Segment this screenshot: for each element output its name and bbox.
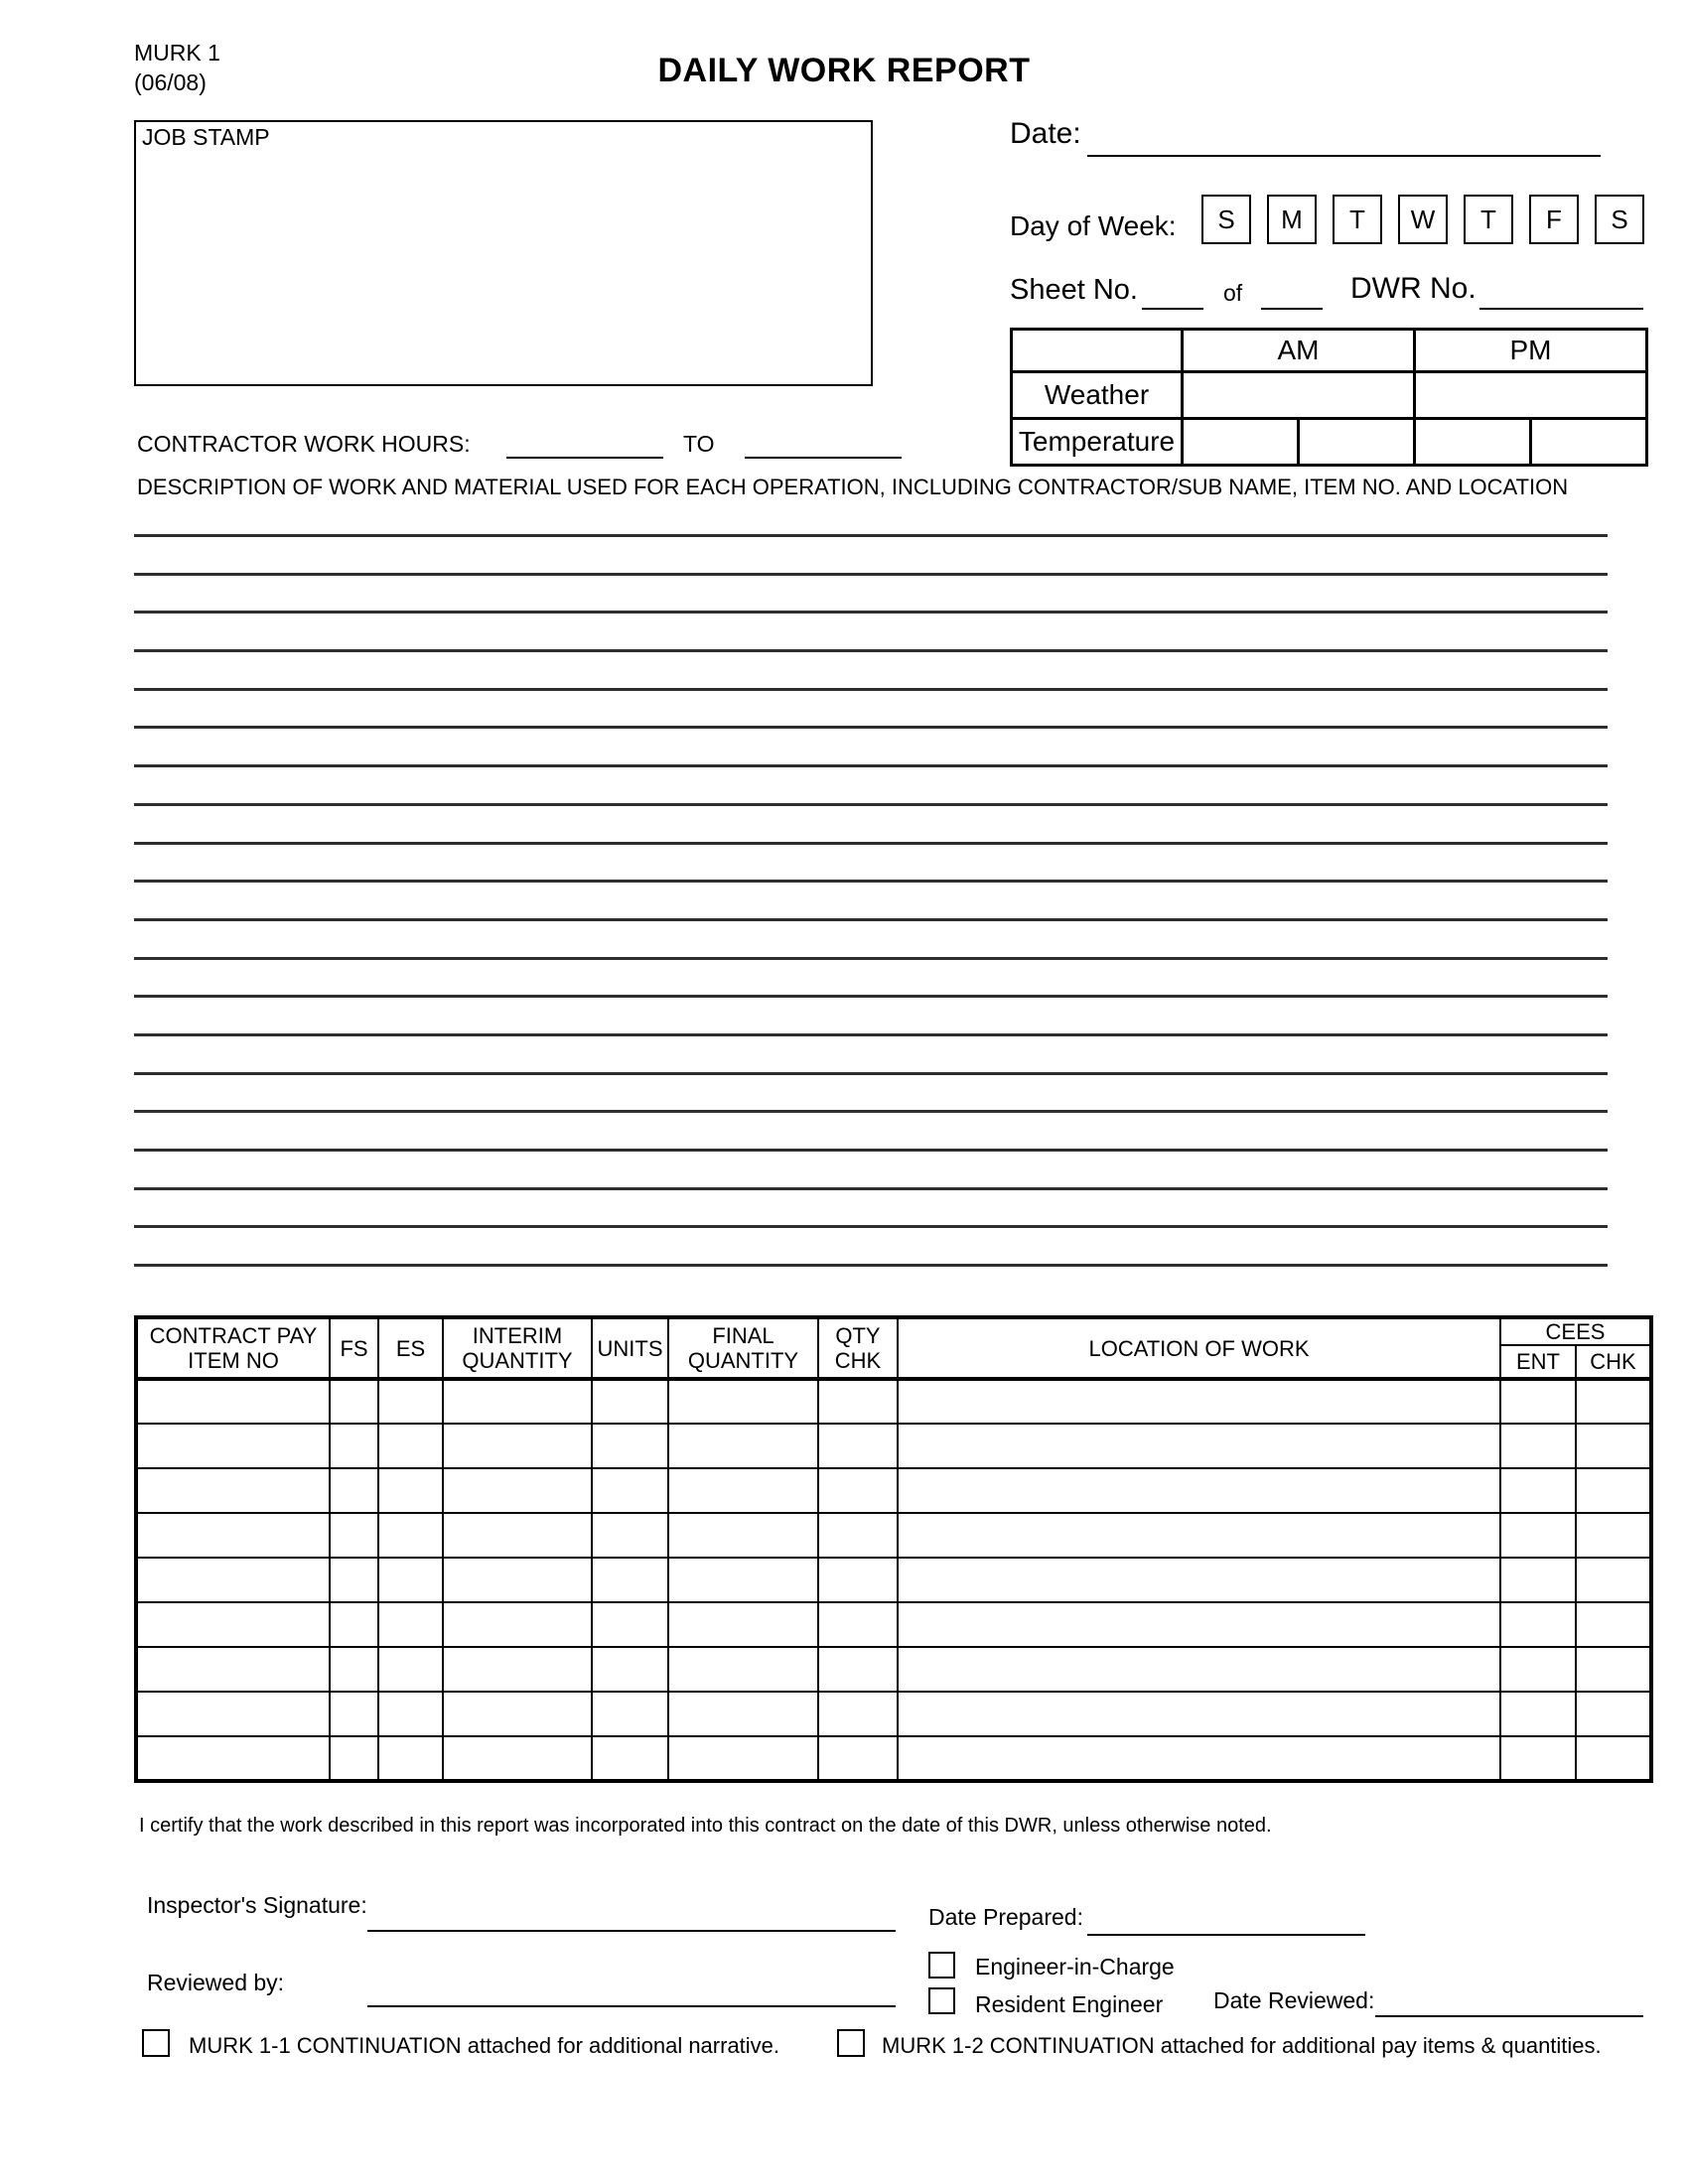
es-cell[interactable] <box>378 1736 443 1781</box>
cees-chk-cell[interactable] <box>1576 1736 1651 1781</box>
pay-item-row <box>136 1379 1651 1424</box>
work-hours-from-line[interactable] <box>506 457 663 459</box>
description-line[interactable] <box>134 1072 1608 1111</box>
form-number: MURK 1 <box>134 40 220 66</box>
date-field-line[interactable] <box>1087 155 1601 157</box>
sheet-of-label: of <box>1223 280 1243 306</box>
inspector-signature-line[interactable] <box>367 1930 896 1932</box>
cees-chk-cell[interactable] <box>1576 1692 1651 1736</box>
pay-item-row <box>136 1513 1651 1558</box>
reviewed-by-label: Reviewed by: <box>147 1970 285 1995</box>
final-quantity-cell[interactable] <box>668 1602 818 1647</box>
temperature-pm-cell-1[interactable] <box>1415 419 1531 466</box>
fs-cell[interactable] <box>330 1692 378 1736</box>
murk-1-1-continuation-label: MURK 1-1 CONTINUATION attached for additional narrative. <box>189 2033 780 2058</box>
location-of-work-cell[interactable] <box>898 1736 1500 1781</box>
pay-item-row <box>136 1602 1651 1647</box>
cees-ent-cell[interactable] <box>1500 1692 1576 1736</box>
es-cell[interactable] <box>378 1513 443 1558</box>
cees-ent-cell[interactable] <box>1500 1602 1576 1647</box>
pay-item-no-cell[interactable] <box>136 1736 330 1781</box>
col-header-final-quantity: FINAL QUANTITY <box>668 1317 818 1379</box>
pay-item-no-cell[interactable] <box>136 1558 330 1602</box>
cees-chk-cell[interactable] <box>1576 1558 1651 1602</box>
cees-chk-cell[interactable] <box>1576 1379 1651 1424</box>
sheet-total-field-line[interactable] <box>1261 308 1323 310</box>
es-cell[interactable] <box>378 1692 443 1736</box>
date-prepared-line[interactable] <box>1087 1934 1365 1936</box>
pay-item-no-cell[interactable] <box>136 1647 330 1692</box>
day-checkbox[interactable]: T <box>1464 195 1513 244</box>
pay-item-row <box>136 1647 1651 1692</box>
interim-quantity-cell[interactable] <box>443 1736 592 1781</box>
murk-1-1-continuation-checkbox[interactable] <box>142 2029 170 2057</box>
pay-item-row <box>136 1558 1651 1602</box>
date-reviewed-line[interactable] <box>1375 2015 1643 2017</box>
interim-quantity-cell[interactable] <box>443 1513 592 1558</box>
weather-am-cell[interactable] <box>1183 372 1415 419</box>
cees-ent-cell[interactable] <box>1500 1736 1576 1781</box>
resident-engineer-checkbox[interactable] <box>928 1987 955 2014</box>
weather-pm-cell[interactable] <box>1415 372 1647 419</box>
qty-chk-cell[interactable] <box>818 1736 898 1781</box>
units-cell[interactable] <box>592 1692 668 1736</box>
col-header-interim-quantity: INTERIM QUANTITY <box>443 1317 592 1379</box>
description-line[interactable] <box>134 1110 1608 1149</box>
units-cell[interactable] <box>592 1647 668 1692</box>
description-line[interactable] <box>134 611 1608 649</box>
description-line[interactable] <box>134 918 1608 957</box>
form-revision: (06/08) <box>134 69 207 95</box>
description-line[interactable] <box>134 1264 1608 1302</box>
cees-ent-cell[interactable] <box>1500 1513 1576 1558</box>
es-cell[interactable] <box>378 1424 443 1468</box>
pay-items-table <box>134 1315 1653 1783</box>
qty-chk-cell[interactable] <box>818 1379 898 1424</box>
description-writing-lines <box>134 534 1608 1302</box>
fs-cell[interactable] <box>330 1379 378 1424</box>
cees-ent-cell[interactable] <box>1500 1424 1576 1468</box>
final-quantity-cell[interactable] <box>668 1379 818 1424</box>
cees-chk-cell[interactable] <box>1576 1468 1651 1513</box>
description-line[interactable] <box>134 1033 1608 1072</box>
units-cell[interactable] <box>592 1602 668 1647</box>
day-of-week-boxes <box>1201 195 1644 244</box>
location-of-work-cell[interactable] <box>898 1558 1500 1602</box>
cees-chk-cell[interactable] <box>1576 1602 1651 1647</box>
interim-quantity-cell[interactable] <box>443 1468 592 1513</box>
pay-item-no-cell[interactable] <box>136 1602 330 1647</box>
sheet-no-label: Sheet No. <box>1010 274 1138 306</box>
job-stamp-box[interactable] <box>134 120 873 386</box>
final-quantity-cell[interactable] <box>668 1692 818 1736</box>
pay-item-no-cell[interactable] <box>136 1424 330 1468</box>
final-quantity-cell[interactable] <box>668 1736 818 1781</box>
description-line[interactable] <box>134 688 1608 727</box>
col-header-fs: FS <box>330 1317 378 1379</box>
day-checkbox[interactable]: W <box>1398 195 1448 244</box>
final-quantity-cell[interactable] <box>668 1647 818 1692</box>
am-column-header: AM <box>1183 330 1415 372</box>
work-hours-to-label: TO <box>683 431 715 457</box>
location-of-work-cell[interactable] <box>898 1379 1500 1424</box>
units-cell[interactable] <box>592 1513 668 1558</box>
murk-1-2-continuation-checkbox[interactable] <box>837 2029 865 2057</box>
fs-cell[interactable] <box>330 1513 378 1558</box>
col-header-cees-chk: CHK <box>1576 1345 1651 1379</box>
final-quantity-cell[interactable] <box>668 1424 818 1468</box>
location-of-work-cell[interactable] <box>898 1692 1500 1736</box>
description-line[interactable] <box>134 957 1608 996</box>
final-quantity-cell[interactable] <box>668 1558 818 1602</box>
pay-item-row <box>136 1424 1651 1468</box>
cees-ent-cell[interactable] <box>1500 1647 1576 1692</box>
es-cell[interactable] <box>378 1647 443 1692</box>
murk-1-2-continuation-label: MURK 1-2 CONTINUATION attached for additional pay items & quantities. <box>882 2033 1602 2058</box>
description-line[interactable] <box>134 995 1608 1033</box>
date-reviewed-label: Date Reviewed: <box>1213 1987 1375 2013</box>
pay-item-row <box>136 1692 1651 1736</box>
pay-item-no-cell[interactable] <box>136 1513 330 1558</box>
es-cell[interactable] <box>378 1468 443 1513</box>
col-header-location-of-work: LOCATION OF WORK <box>898 1317 1500 1379</box>
day-of-week-label: Day of Week: <box>1010 210 1177 241</box>
day-checkbox[interactable]: M <box>1267 195 1317 244</box>
description-line[interactable] <box>134 803 1608 842</box>
weather-row-label: Weather <box>1012 372 1183 419</box>
date-prepared-label: Date Prepared: <box>928 1904 1083 1930</box>
description-line[interactable] <box>134 534 1608 573</box>
interim-quantity-cell[interactable] <box>443 1379 592 1424</box>
col-header-qty-chk: QTY CHK <box>818 1317 898 1379</box>
weather-temperature-table <box>1010 328 1648 467</box>
engineer-in-charge-label: Engineer-in-Charge <box>975 1954 1175 1979</box>
col-header-contract-pay-item-no: CONTRACT PAY ITEM NO <box>136 1317 330 1379</box>
fs-cell[interactable] <box>330 1736 378 1781</box>
temperature-row-label: Temperature <box>1012 419 1183 466</box>
description-line[interactable] <box>134 764 1608 803</box>
day-checkbox[interactable]: T <box>1333 195 1382 244</box>
qty-chk-cell[interactable] <box>818 1692 898 1736</box>
col-header-units: UNITS <box>592 1317 668 1379</box>
fs-cell[interactable] <box>330 1647 378 1692</box>
col-header-cees-ent: ENT <box>1500 1345 1576 1379</box>
es-cell[interactable] <box>378 1379 443 1424</box>
cees-chk-cell[interactable] <box>1576 1647 1651 1692</box>
col-header-es: ES <box>378 1317 443 1379</box>
description-line[interactable] <box>134 726 1608 764</box>
fs-cell[interactable] <box>330 1468 378 1513</box>
location-of-work-cell[interactable] <box>898 1468 1500 1513</box>
cees-ent-cell[interactable] <box>1500 1379 1576 1424</box>
pay-item-row <box>136 1736 1651 1781</box>
job-stamp-label: JOB STAMP <box>142 124 270 150</box>
dwr-no-label: DWR No. <box>1350 272 1477 305</box>
description-line[interactable] <box>134 1187 1608 1226</box>
certification-statement: I certify that the work described in this report was incorporated into this contract on the date of this DWR, unless otherwise noted. <box>139 1815 1272 1837</box>
fs-cell[interactable] <box>330 1558 378 1602</box>
units-cell[interactable] <box>592 1558 668 1602</box>
interim-quantity-cell[interactable] <box>443 1424 592 1468</box>
pm-column-header: PM <box>1415 330 1647 372</box>
final-quantity-cell[interactable] <box>668 1513 818 1558</box>
units-cell[interactable] <box>592 1736 668 1781</box>
pay-item-no-cell[interactable] <box>136 1692 330 1736</box>
date-label: Date: <box>1010 117 1081 150</box>
contractor-work-hours-label: CONTRACTOR WORK HOURS: <box>137 431 471 457</box>
description-heading: DESCRIPTION OF WORK AND MATERIAL USED FOR EACH OPERATION, INCLUDING CONTRACTOR/SUB NAME, ITEM NO. AND LOCATION <box>137 475 1569 499</box>
day-checkbox[interactable]: S <box>1595 195 1644 244</box>
work-hours-to-line[interactable] <box>745 457 902 459</box>
qty-chk-cell[interactable] <box>818 1513 898 1558</box>
cees-ent-cell[interactable] <box>1500 1558 1576 1602</box>
units-cell[interactable] <box>592 1424 668 1468</box>
final-quantity-cell[interactable] <box>668 1468 818 1513</box>
inspector-signature-label: Inspector's Signature: <box>147 1892 367 1918</box>
es-cell[interactable] <box>378 1602 443 1647</box>
interim-quantity-cell[interactable] <box>443 1692 592 1736</box>
cees-chk-cell[interactable] <box>1576 1513 1651 1558</box>
cees-ent-cell[interactable] <box>1500 1468 1576 1513</box>
page-title: DAILY WORK REPORT <box>657 52 1031 89</box>
qty-chk-cell[interactable] <box>818 1602 898 1647</box>
fs-cell[interactable] <box>330 1602 378 1647</box>
pay-item-no-cell[interactable] <box>136 1468 330 1513</box>
resident-engineer-label: Resident Engineer <box>975 1991 1164 2017</box>
units-cell[interactable] <box>592 1468 668 1513</box>
day-checkbox[interactable]: S <box>1201 195 1251 244</box>
interim-quantity-cell[interactable] <box>443 1602 592 1647</box>
units-cell[interactable] <box>592 1379 668 1424</box>
pay-item-no-cell[interactable] <box>136 1379 330 1424</box>
qty-chk-cell[interactable] <box>818 1424 898 1468</box>
interim-quantity-cell[interactable] <box>443 1558 592 1602</box>
description-line[interactable] <box>134 880 1608 918</box>
cees-chk-cell[interactable] <box>1576 1424 1651 1468</box>
fs-cell[interactable] <box>330 1424 378 1468</box>
location-of-work-cell[interactable] <box>898 1647 1500 1692</box>
description-line[interactable] <box>134 649 1608 688</box>
pay-item-row <box>136 1468 1651 1513</box>
location-of-work-cell[interactable] <box>898 1513 1500 1558</box>
description-line[interactable] <box>134 1149 1608 1187</box>
interim-quantity-cell[interactable] <box>443 1647 592 1692</box>
dwr-no-field-line[interactable] <box>1479 308 1643 310</box>
description-line[interactable] <box>134 842 1608 881</box>
temperature-am-cell-1[interactable] <box>1183 419 1299 466</box>
temperature-am-cell-2[interactable] <box>1299 419 1415 466</box>
col-header-cees: CEES <box>1500 1317 1651 1345</box>
description-line[interactable] <box>134 1225 1608 1264</box>
location-of-work-cell[interactable] <box>898 1424 1500 1468</box>
engineer-in-charge-checkbox[interactable] <box>928 1952 955 1979</box>
conditions-corner-cell <box>1012 330 1183 372</box>
qty-chk-cell[interactable] <box>818 1468 898 1513</box>
day-checkbox[interactable]: F <box>1529 195 1579 244</box>
qty-chk-cell[interactable] <box>818 1558 898 1602</box>
reviewed-by-line[interactable] <box>367 2005 896 2007</box>
location-of-work-cell[interactable] <box>898 1602 1500 1647</box>
sheet-no-field-line[interactable] <box>1142 308 1203 310</box>
qty-chk-cell[interactable] <box>818 1647 898 1692</box>
description-line[interactable] <box>134 573 1608 612</box>
es-cell[interactable] <box>378 1558 443 1602</box>
temperature-pm-cell-2[interactable] <box>1531 419 1647 466</box>
